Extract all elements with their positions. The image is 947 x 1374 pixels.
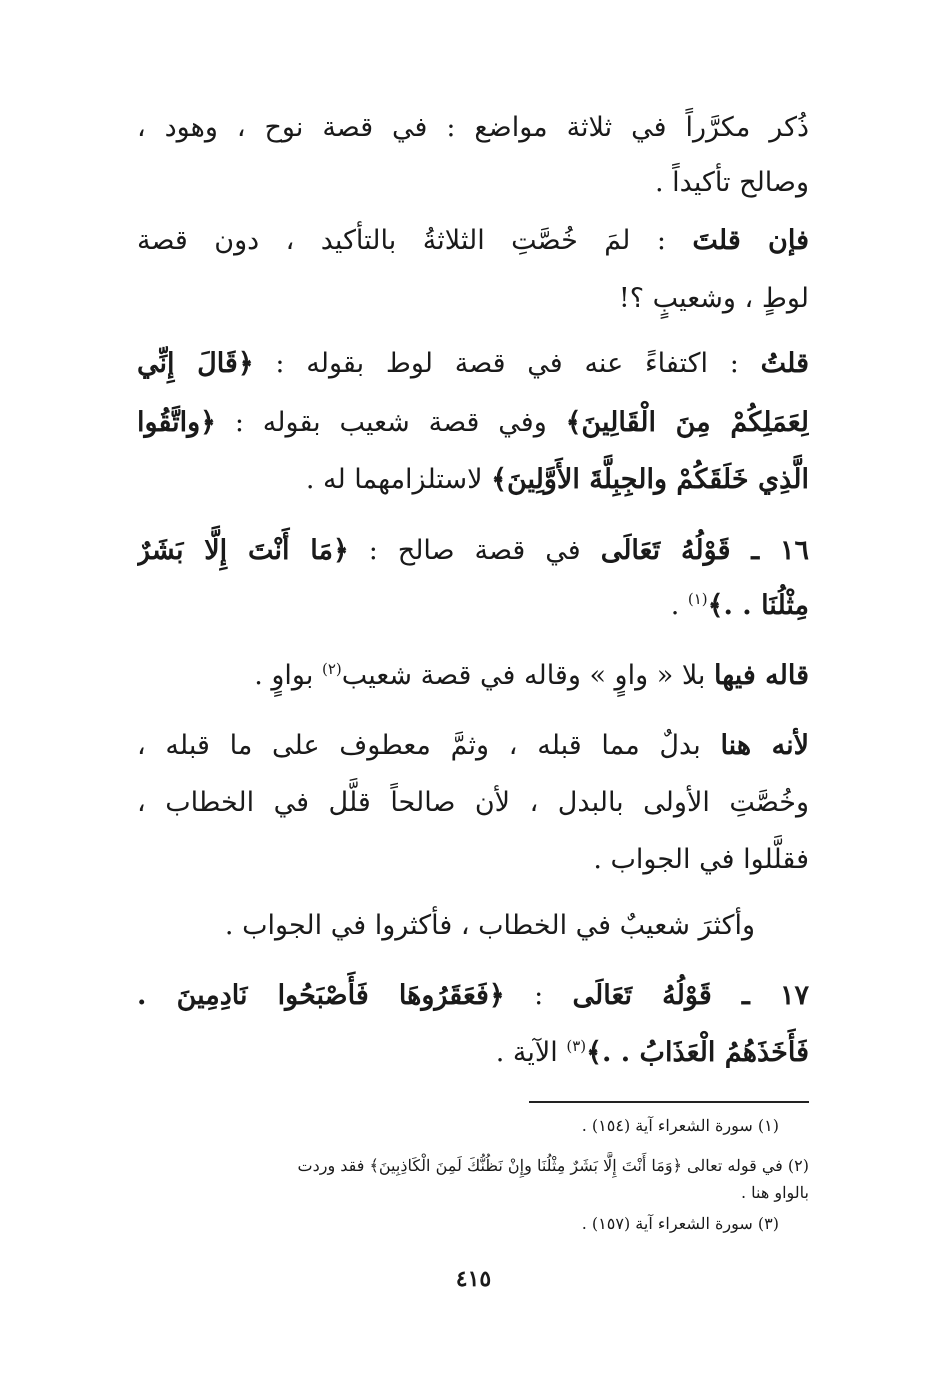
footnote-ref: (١) bbox=[687, 590, 708, 608]
footnote-ref: (٢) bbox=[321, 660, 342, 678]
text-line bbox=[137, 155, 809, 211]
text-span: لوطٍ ، وشعيبٍ ؟! bbox=[618, 283, 809, 314]
text-line bbox=[137, 452, 809, 508]
text-span: لاستلزامهما له . bbox=[305, 464, 492, 495]
text-span: فقلَّلوا في الجواب . bbox=[593, 844, 809, 875]
text-span: وفي قصة شعيب بقوله : bbox=[215, 407, 566, 438]
quran-quote: ﴿مَا أَنْتَ إِلَّا بَشَرٌ bbox=[137, 535, 349, 566]
quran-quote: ﴿فَعَقَرُوهَا فَأَصْبَحُوا نَادِمِينَ . bbox=[137, 980, 505, 1011]
text-line bbox=[137, 100, 809, 156]
verse-heading: ١٧ ـ قَوْلُهُ تَعَالَى bbox=[572, 980, 809, 1011]
text-line bbox=[137, 336, 809, 392]
text-span: : لمَ خُصَّتِ الثلاثةُ بالتأكيد ، دون قصة bbox=[137, 225, 693, 256]
text-span: بلا « واوٍ » وقاله في قصة شعيب bbox=[341, 660, 715, 691]
quran-quote: ﴿قَالَ إِنِّي bbox=[137, 348, 254, 379]
quran-quote: الَّذِي خَلَقَكُمْ والجِبِلَّةَ الأَوَّلِينَ﴾ bbox=[491, 464, 809, 495]
text-span: ذُكر مكرَّراً في ثلاثة مواضع : في قصة نوح ، وهود ، bbox=[137, 112, 809, 143]
text-line bbox=[137, 648, 809, 704]
text-span: وخُصَّتِ الأولى بالبدل ، لأن صالحاً قلَّل في الخطاب ، bbox=[137, 787, 809, 818]
text-span: الآية . bbox=[495, 1037, 567, 1068]
bold-span: قلتُ bbox=[760, 348, 809, 379]
quran-quote: لِعَمَلِكُمْ مِنَ الْقَالِينَ﴾ bbox=[565, 407, 809, 438]
text-line bbox=[137, 898, 755, 954]
text-span: بدلٌ مما قبله ، وثمَّ معطوف على ما قبله ، bbox=[137, 730, 721, 761]
bold-span: لأنه هنا bbox=[720, 730, 809, 761]
footnote-ref: (٣) bbox=[566, 1037, 587, 1055]
text-line bbox=[137, 968, 809, 1024]
bold-span: قاله فيها bbox=[714, 660, 809, 691]
text-span: : اكتفاءً عنه في قصة لوط بقوله : bbox=[253, 348, 761, 379]
text-span: وأكثرَ شعيبٌ في الخطاب ، فأكثروا في الجواب . bbox=[224, 910, 755, 941]
footnote: (١) سورة الشعراء آية (١٥٤) . bbox=[581, 1116, 779, 1135]
text-line bbox=[137, 578, 809, 634]
text-line bbox=[137, 718, 809, 774]
text-line bbox=[137, 1025, 809, 1081]
text-span: في قصة صالح : bbox=[348, 535, 601, 566]
quran-quote: ﴿واتَّقُوا bbox=[137, 407, 216, 438]
page-number: ٤١٥ bbox=[455, 1266, 492, 1292]
text-span: : bbox=[504, 980, 573, 1011]
verse-heading: ١٦ ـ قَوْلُهُ تَعَالَى bbox=[600, 535, 809, 566]
text-line bbox=[137, 523, 809, 579]
footnote-separator bbox=[529, 1101, 809, 1103]
bold-span: فإن قلتَ bbox=[692, 225, 809, 256]
text-span: . bbox=[670, 590, 688, 621]
text-span: وصالح تأكيداً . bbox=[654, 167, 809, 198]
text-line bbox=[137, 395, 809, 451]
footnote: بالواو هنا . bbox=[740, 1183, 809, 1202]
text-line bbox=[137, 213, 809, 269]
text-line bbox=[137, 775, 809, 831]
quran-quote: فَأَخَذَهُمُ الْعَذَابُ . .﴾ bbox=[586, 1037, 809, 1068]
text-line bbox=[137, 832, 809, 888]
footnote: (٢) في قوله تعالى ﴿وَمَا أَنْتَ إِلَّا بَشَرٌ مِثْلُنَا وإِنْ نَظُنُّكَ لَمِنَ الْكَاذِبِينَ﴾ فقد وردت bbox=[297, 1156, 809, 1175]
text-line bbox=[137, 271, 809, 327]
quran-quote: مِثْلُنَا . .﴾ bbox=[707, 590, 809, 621]
text-span: بواوٍ . bbox=[254, 660, 322, 691]
footnote: (٣) سورة الشعراء آية (١٥٧) . bbox=[581, 1214, 779, 1233]
